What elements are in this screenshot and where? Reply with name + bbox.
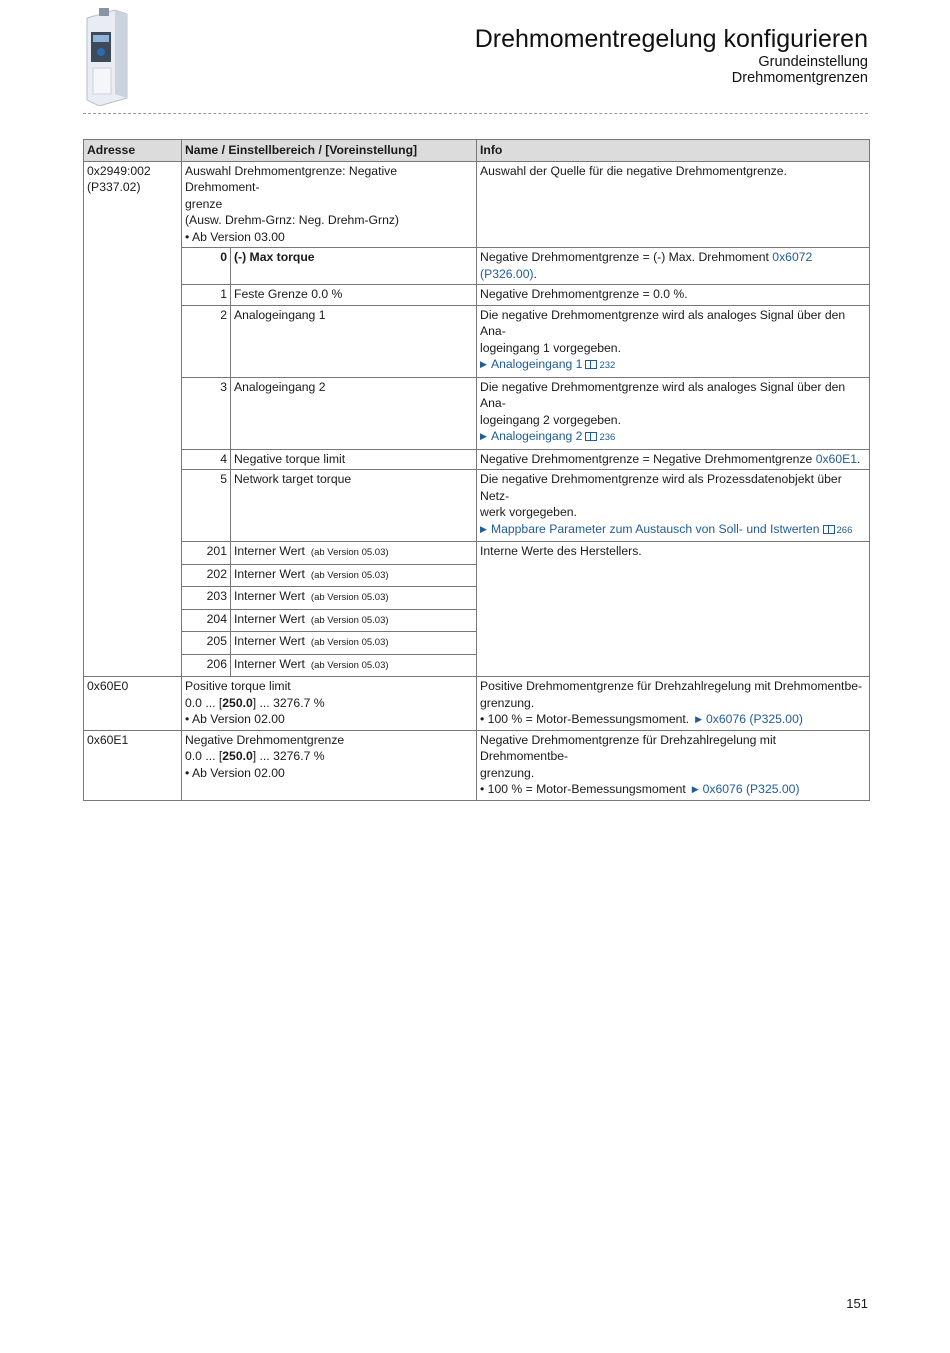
device-image	[79, 6, 135, 106]
version-note: (ab Version 05.03)	[310, 614, 389, 626]
column-header-info: Info	[477, 140, 870, 162]
param-version: • Ab Version 03.00	[185, 229, 285, 244]
page-reference: 232	[599, 360, 616, 371]
option-info-text: Die negative Drehmomentgrenze wird als analoges Signal über den Ana-	[480, 307, 846, 338]
header-divider	[83, 113, 868, 114]
page-title: Drehmomentregelung konfigurieren	[474, 25, 868, 53]
option-label: Negative torque limit	[231, 449, 477, 470]
arrow-right-icon: ▶	[692, 714, 703, 724]
option-row	[84, 542, 870, 565]
arrow-right-icon: ▶	[480, 359, 487, 369]
header-block	[475, 24, 868, 86]
param-version: • Ab Version 02.00	[185, 712, 285, 726]
option-number: 2	[182, 305, 231, 377]
option-label: Analogeingang 1	[231, 305, 477, 377]
range-default: 250.0	[222, 749, 253, 763]
param-link[interactable]: 0x60E1	[815, 451, 858, 466]
option-label-text: Interner Wert	[234, 611, 305, 626]
version-note: (ab Version 05.03)	[310, 637, 389, 648]
param-name: Positive torque limit	[185, 679, 291, 693]
cross-reference[interactable]	[480, 356, 866, 375]
cross-reference[interactable]	[480, 428, 866, 447]
option-label-text: Interner Wert	[234, 634, 305, 648]
cross-reference-link[interactable]: Mappbare Parameter zum Austausch von Soll- und Istwerten	[490, 521, 820, 536]
option-info	[477, 248, 870, 285]
option-info-text-cont: logeingang 1 vorgegeben.	[480, 340, 621, 355]
table-row	[84, 730, 870, 800]
option-number: 201	[182, 542, 231, 565]
book-icon	[585, 432, 597, 441]
parameter-table	[83, 139, 870, 801]
page-subtitle: Grundeinstellung	[758, 54, 868, 70]
option-number: 202	[182, 564, 231, 587]
param-link[interactable]: 0x6072 (P326.00)	[480, 250, 813, 281]
option-number: 1	[182, 285, 231, 306]
option-label-text: Interner Wert	[234, 544, 305, 558]
option-row	[84, 248, 870, 285]
version-note: (ab Version 05.03)	[310, 569, 389, 581]
option-label: (-) Max torque	[231, 248, 477, 285]
name-cell	[182, 161, 477, 248]
option-label	[231, 587, 477, 610]
option-number: 3	[182, 377, 231, 449]
column-header-name: Name / Einstellbereich / [Voreinstellung]	[182, 140, 477, 162]
param-name: Negative Drehmomentgrenze	[185, 732, 345, 747]
option-label-text: Interner Wert	[234, 656, 305, 671]
option-row	[84, 377, 870, 449]
version-note: (ab Version 05.03)	[310, 592, 389, 603]
cross-reference-link[interactable]: Analogeingang 1	[490, 357, 583, 371]
cross-reference-link[interactable]: Analogeingang 2	[490, 429, 583, 443]
address-cell: 0x60E0	[84, 677, 182, 731]
option-info	[477, 305, 870, 377]
option-info-text-cont: werk vorgegeben.	[480, 505, 577, 519]
range-min: 0.0 ... [	[185, 749, 223, 763]
version-note: (ab Version 05.03)	[310, 547, 389, 558]
option-label: Network target torque	[231, 470, 477, 542]
param-version: • Ab Version 02.00	[185, 765, 285, 780]
option-info: Negative Drehmomentgrenze = 0.0 %.	[477, 285, 870, 306]
info-cell	[477, 730, 870, 800]
option-info-text: Negative Drehmomentgrenze = (-) Max. Drehmoment	[480, 250, 773, 264]
param-link[interactable]: 0x6076 (P325.00)	[702, 782, 800, 796]
info-bullet	[480, 781, 866, 798]
table-row	[84, 677, 870, 731]
param-link[interactable]: 0x6076 (P325.00)	[706, 712, 803, 726]
column-header-address: Adresse	[84, 140, 182, 162]
name-cell	[182, 730, 477, 800]
option-info	[477, 377, 870, 449]
option-info-text: Die negative Drehmomentgrenze wird als analoges Signal über den Ana-	[480, 379, 846, 410]
page-subtitle-2: Drehmomentgrenzen	[731, 70, 868, 86]
option-row	[84, 449, 870, 470]
param-name: Auswahl Drehmomentgrenze: Negative Drehmoment-	[185, 163, 398, 194]
address-cell: 0x60E1	[84, 730, 182, 800]
table-row	[84, 161, 870, 248]
option-row	[84, 470, 870, 542]
option-info-text-cont: logeingang 2 vorgegeben.	[480, 412, 621, 427]
page-reference: 266	[836, 524, 853, 536]
option-info-text: Die negative Drehmomentgrenze wird als Prozessdatenobjekt über Netz-	[480, 472, 842, 503]
option-number: 204	[182, 609, 231, 632]
option-label	[231, 542, 477, 565]
range-max: ] ... 3276.7 %	[252, 749, 325, 763]
option-number: 203	[182, 587, 231, 610]
info-cell	[477, 677, 870, 731]
info-bullet-text: • 100 % = Motor-Bemessungsmoment	[480, 782, 686, 796]
arrow-right-icon: ▶	[480, 523, 487, 534]
option-label-text: Interner Wert	[234, 589, 305, 603]
option-row	[84, 305, 870, 377]
option-info	[477, 470, 870, 542]
option-info	[477, 449, 870, 470]
address-code: (P337.02)	[87, 180, 141, 194]
option-row	[84, 285, 870, 306]
range-min: 0.0 ... [	[185, 695, 223, 710]
name-cell	[182, 677, 477, 731]
info-text: Positive Drehmomentgrenze für Drehzahlregelung mit Drehmomentbe-	[480, 679, 863, 693]
option-label: Analogeingang 2	[231, 377, 477, 449]
option-label: Feste Grenze 0.0 %	[231, 285, 477, 306]
option-label	[231, 609, 477, 632]
param-range	[185, 748, 473, 765]
option-label-text: Interner Wert	[234, 566, 305, 581]
version-note: (ab Version 05.03)	[310, 659, 389, 671]
option-number: 0	[182, 248, 231, 285]
address-cell	[84, 161, 182, 677]
range-max: ] ... 3276.7 %	[252, 695, 325, 710]
option-number: 5	[182, 470, 231, 542]
info-bullet	[480, 711, 866, 728]
table-header-row	[84, 140, 870, 162]
cross-reference[interactable]	[480, 521, 866, 540]
option-label	[231, 632, 477, 655]
page-number: 151	[846, 1296, 868, 1311]
book-icon	[823, 525, 835, 534]
page-reference: 236	[599, 432, 616, 443]
info-text-cont: grenzung.	[480, 695, 535, 710]
param-name-cont: grenze	[185, 196, 223, 211]
option-info: Interne Werte des Herstellers.	[477, 542, 870, 677]
param-short-name: (Ausw. Drehm-Grnz: Neg. Drehm-Grnz)	[185, 213, 399, 227]
option-number: 4	[182, 449, 231, 470]
range-default: 250.0	[222, 695, 253, 710]
option-info-end: .	[533, 266, 537, 281]
option-info-text: Negative Drehmomentgrenze = Negative Drehmomentgrenze	[480, 451, 816, 466]
param-range	[185, 695, 473, 712]
arrow-right-icon: ▶	[480, 431, 487, 441]
info-text: Negative Drehmomentgrenze für Drehzahlregelung mit Drehmomentbe-	[480, 732, 777, 763]
option-number: 205	[182, 632, 231, 655]
address-value: 0x2949:002	[87, 163, 151, 178]
option-info-end: .	[857, 451, 861, 466]
info-bullet-text: • 100 % = Motor-Bemessungsmoment.	[480, 712, 690, 726]
info-text-cont: grenzung.	[480, 765, 535, 780]
info-cell: Auswahl der Quelle für die negative Drehmomentgrenze.	[477, 161, 870, 248]
option-label	[231, 564, 477, 587]
book-icon	[585, 360, 597, 369]
option-label	[231, 654, 477, 677]
option-number: 206	[182, 654, 231, 677]
arrow-right-icon: ▶	[689, 784, 699, 794]
